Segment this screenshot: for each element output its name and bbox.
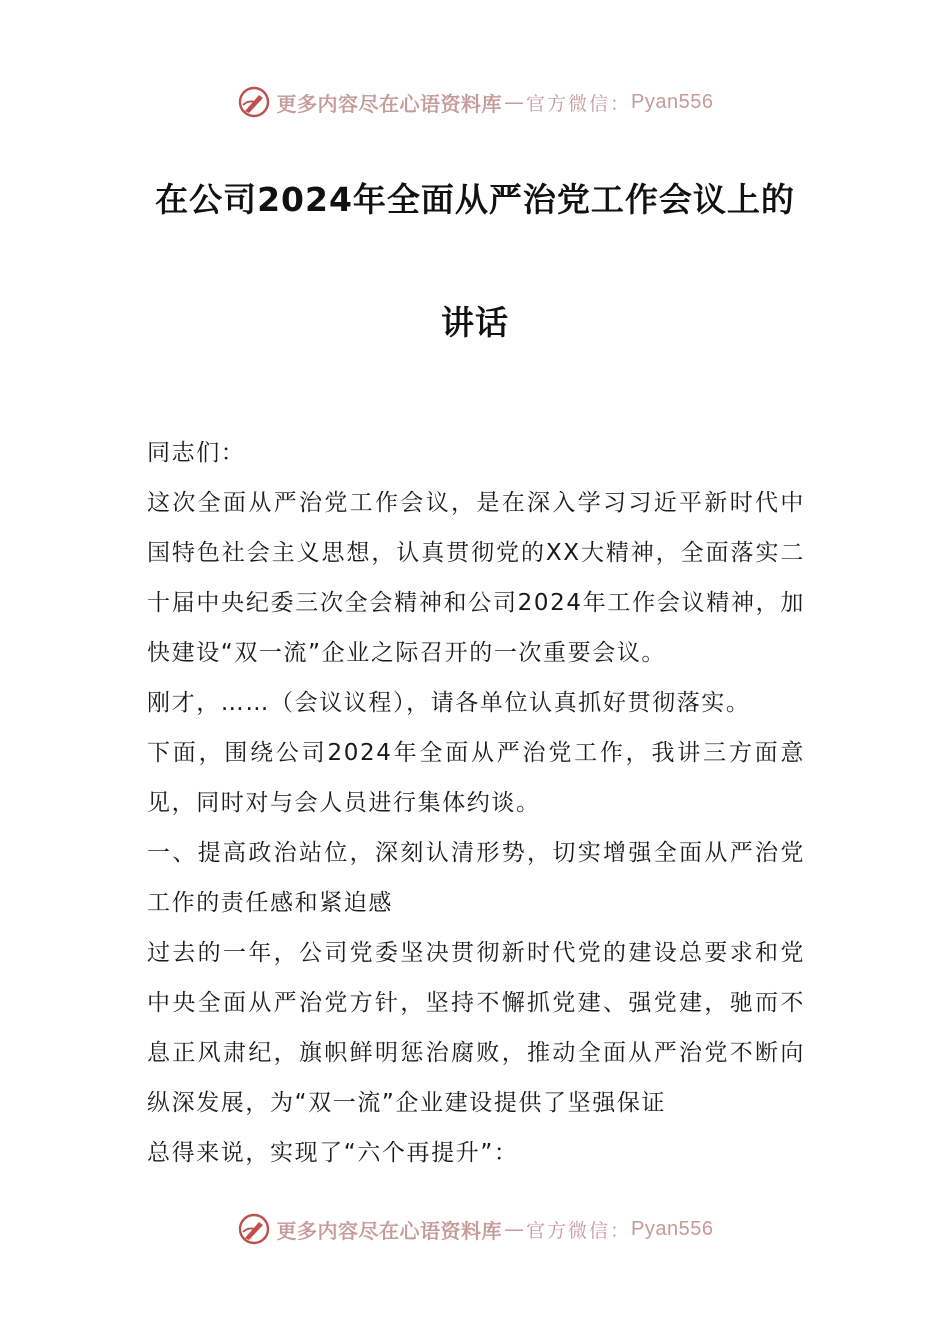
banner-separator: — bbox=[504, 1217, 524, 1241]
salutation: 同志们： bbox=[147, 440, 246, 466]
paragraph: 这次全面从严治党工作会议，是在深入学习习近平新时代中国特色社会主义思想，认真贯彻党的XX大精神，全面落实二十届中央纪委三次全会精神和公司2024年工作会议精神，加快建设“双一流”企业之际召开的一次重要会议。 bbox=[147, 490, 805, 666]
pen-logo-icon bbox=[237, 1212, 271, 1246]
paragraph: 过去的一年，公司党委坚决贯彻新时代党的建设总要求和党中央全面从严治党方针，坚持不懈抓党建、强党建，驰而不息正风肃纪，旗帜鲜明惩治腐败，推动全面从严治党不断向纵深发展，为“双一流”企业建设提供了坚强保证 bbox=[147, 940, 805, 1116]
section-heading: 一、提高政治站位，深刻认清形势，切实增强全面从严治党工作的责任感和紧迫感 bbox=[147, 840, 805, 916]
banner-separator: — bbox=[504, 90, 524, 114]
banner-title: 更多内容尽在心语资料库 bbox=[276, 91, 502, 116]
document-title-line1: 在公司2024年全面从严治党工作会议上的 bbox=[155, 180, 795, 219]
pen-logo-icon bbox=[237, 85, 271, 119]
document-title-line2: 讲话 bbox=[441, 303, 509, 342]
banner-subtitle: 官方微信： bbox=[526, 92, 632, 115]
header-banner bbox=[0, 82, 950, 122]
paragraph: 刚才，……（会议议程），请各单位认真抓好贯彻落实。 bbox=[147, 690, 751, 716]
banner-title: 更多内容尽在心语资料库 bbox=[276, 1218, 502, 1243]
banner-subtitle: 官方微信： bbox=[526, 1219, 632, 1242]
banner-wechat-id: Pyan556 bbox=[631, 1217, 714, 1240]
paragraph: 下面，围绕公司2024年全面从严治党工作，我讲三方面意见，同时对与会人员进行集体约谈。 bbox=[147, 740, 805, 816]
banner-wechat-id: Pyan556 bbox=[631, 90, 714, 113]
document-body bbox=[147, 428, 805, 1178]
footer-banner bbox=[0, 1209, 950, 1249]
paragraph: 总得来说，实现了“六个再提升”： bbox=[147, 1140, 519, 1166]
